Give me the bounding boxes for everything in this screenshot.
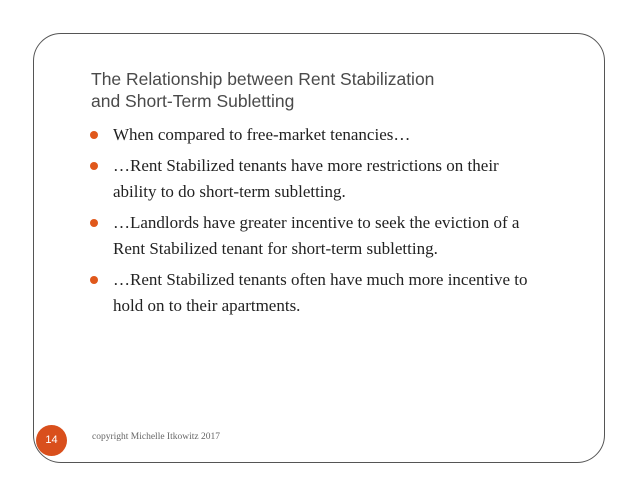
bullet-item-3	[90, 210, 590, 262]
bullet-text-2-line-2: ability to do short-term subletting.	[113, 182, 346, 201]
bullet-list	[90, 122, 590, 324]
bullet-item-4	[90, 267, 590, 319]
bullet-dot-icon	[90, 219, 98, 227]
bullet-dot-icon	[90, 276, 98, 284]
slide-title	[91, 68, 551, 112]
bullet-item-2	[90, 153, 590, 205]
footer-copyright: copyright Michelle Itkowitz 2017	[92, 432, 220, 442]
bullet-dot-icon	[90, 131, 98, 139]
bullet-dot-icon	[90, 162, 98, 170]
bullet-text-1-line-1: When compared to free-market tenancies…	[113, 125, 411, 144]
bullet-text-4-line-2: hold on to their apartments.	[113, 296, 301, 315]
slide-number-badge: 14	[36, 425, 67, 456]
slide-title-line-1: The Relationship between Rent Stabilization	[91, 69, 435, 89]
bullet-text-3-line-2: Rent Stabilized tenant for short-term subletting.	[113, 239, 438, 258]
bullet-item-1	[90, 122, 590, 148]
slide-title-line-2: and Short-Term Subletting	[91, 91, 295, 111]
bullet-text-2-line-1: …Rent Stabilized tenants have more restrictions on their	[113, 156, 499, 175]
bullet-text-3-line-1: …Landlords have greater incentive to seek the eviction of a	[113, 213, 520, 232]
bullet-text-4-line-1: …Rent Stabilized tenants often have much more incentive to	[113, 270, 528, 289]
